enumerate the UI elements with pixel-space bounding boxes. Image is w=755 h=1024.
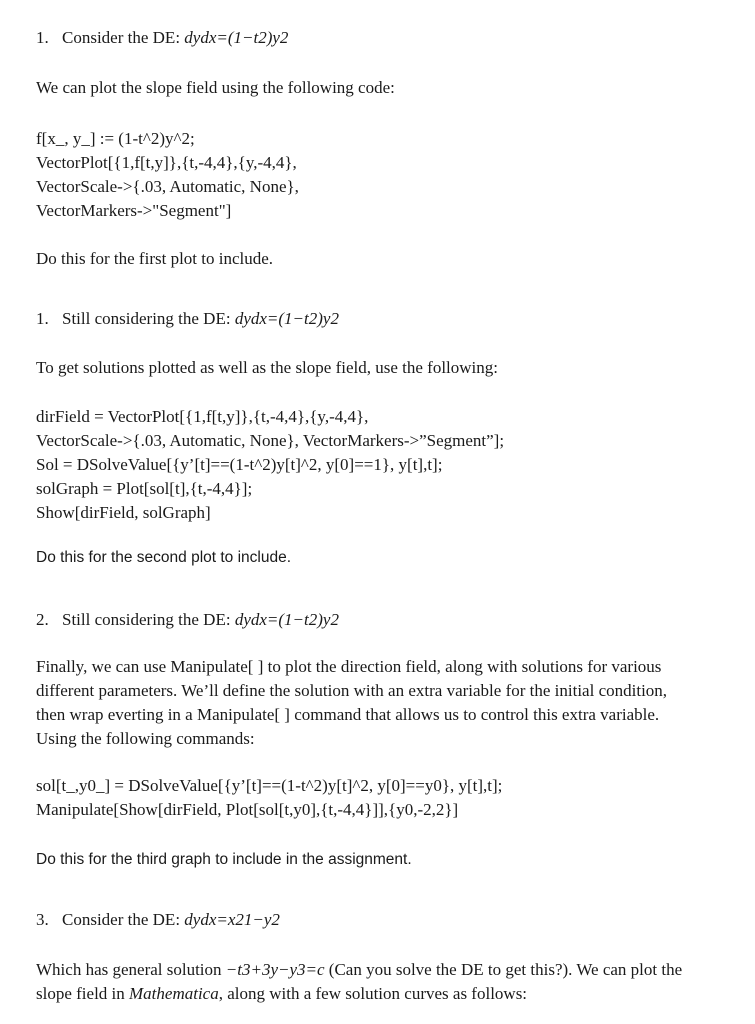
paragraph-line bbox=[36, 958, 726, 982]
section-1-heading bbox=[36, 26, 288, 50]
code-line: solGraph = Plot[sol[t],{t,-4,4}]; bbox=[36, 479, 253, 498]
explanation-paragraph bbox=[36, 655, 726, 751]
paragraph-line: Using the following commands: bbox=[36, 729, 255, 748]
intro-text: To get solutions plotted as well as the slope field, use the following: bbox=[36, 358, 498, 377]
text-run: Which has general solution bbox=[36, 960, 226, 979]
equation: dydx=(1−t2)y2 bbox=[184, 28, 289, 47]
heading-text: Still considering the DE: bbox=[62, 610, 235, 629]
section-4-heading bbox=[36, 908, 280, 932]
paragraph-line bbox=[36, 982, 726, 1006]
code-line: VectorScale->{.03, Automatic, None}, bbox=[36, 177, 299, 196]
heading-text: Still considering the DE: bbox=[62, 309, 235, 328]
equation: dydx=(1−t2)y2 bbox=[234, 309, 339, 328]
text-run: slope field in bbox=[36, 984, 130, 1003]
code-line: VectorScale->{.03, Automatic, None}, VectorMarkers->”Segment”]; bbox=[36, 431, 505, 450]
code-line: dirField = VectorPlot[{1,f[t,y]},{t,-4,4},{y,-4,4}, bbox=[36, 407, 369, 426]
list-number: 1. bbox=[36, 28, 49, 47]
code-line: sol[t_,y0_] = DSolveValue[{y’[t]==(1-t^2)y[t]^2, y[0]==y0}, y[t],t]; bbox=[36, 776, 503, 795]
equation: −t3+3y−y3=c bbox=[225, 960, 325, 979]
instruction-note: Do this for the third graph to include in the assignment. bbox=[36, 851, 412, 868]
code-line: Sol = DSolveValue[{y’[t]==(1-t^2)y[t]^2, y[0]==1}, y[t],t]; bbox=[36, 455, 443, 474]
code-line: VectorPlot[{1,f[t,y]},{t,-4,4},{y,-4,4}, bbox=[36, 153, 297, 172]
text-run: (Can you solve the DE to get this?). We can plot the bbox=[324, 960, 683, 979]
heading-text: Consider the DE: bbox=[62, 910, 185, 929]
equation: dydx=x21−y2 bbox=[184, 910, 280, 929]
code-line: VectorMarkers->"Segment"] bbox=[36, 201, 232, 220]
final-paragraph bbox=[36, 958, 726, 1006]
code-line: Manipulate[Show[dirField, Plot[sol[t,y0],{t,-4,4}]],{y0,-2,2}] bbox=[36, 800, 459, 819]
paragraph-line: then wrap everting in a Manipulate[ ] command that allows us to control this extra variable. bbox=[36, 705, 660, 724]
instruction-note: Do this for the first plot to include. bbox=[36, 249, 274, 268]
list-number: 3. bbox=[36, 910, 49, 929]
paragraph-line: different parameters. We’ll define the solution with an extra variable for the initial condition, bbox=[36, 681, 668, 700]
section-3-heading bbox=[36, 608, 339, 632]
paragraph-line: Finally, we can use Manipulate[ ] to plot the direction field, along with solutions for various bbox=[36, 657, 662, 676]
code-line: f[x_, y_] := (1-t^2)y^2; bbox=[36, 129, 195, 148]
equation: dydx=(1−t2)y2 bbox=[234, 610, 339, 629]
heading-text: Consider the DE: bbox=[62, 28, 185, 47]
instruction-note: Do this for the second plot to include. bbox=[36, 549, 292, 566]
section-2-heading bbox=[36, 307, 339, 331]
intro-text: We can plot the slope field using the following code: bbox=[36, 78, 395, 97]
software-name: Mathematica bbox=[129, 984, 219, 1003]
list-number: 1. bbox=[36, 309, 49, 328]
text-run: , along with a few solution curves as follows: bbox=[218, 984, 528, 1003]
list-number: 2. bbox=[36, 610, 49, 629]
code-line: Show[dirField, solGraph] bbox=[36, 503, 211, 522]
